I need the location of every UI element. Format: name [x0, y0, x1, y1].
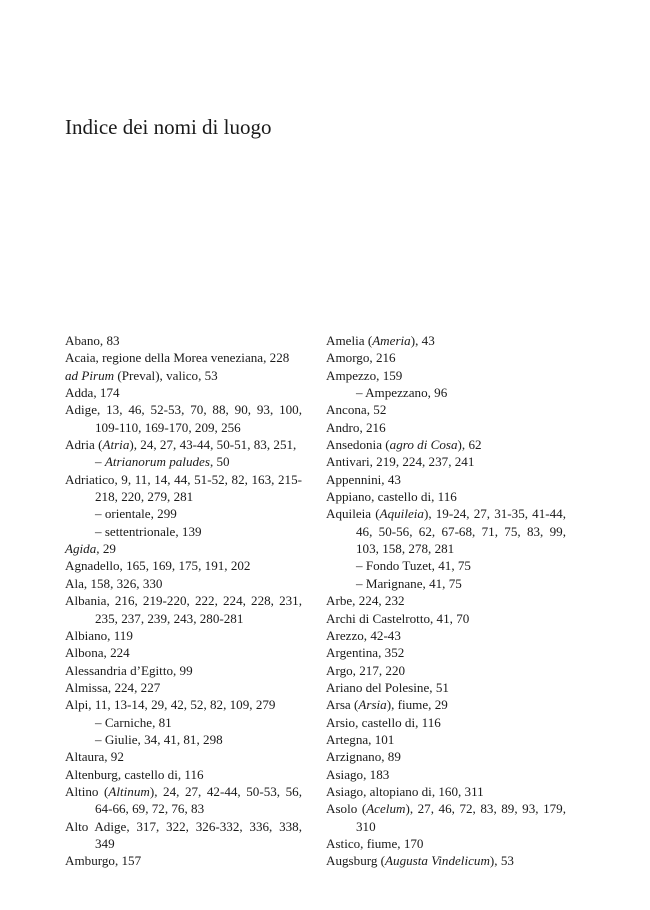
index-entry [65, 679, 302, 696]
index-entry [65, 748, 302, 765]
entry-text: Acelum [366, 801, 406, 817]
index-entry [326, 401, 566, 418]
entry-text: Astico, fiume, 170 [326, 835, 424, 851]
index-subentry [65, 731, 302, 748]
entry-text: Amburgo, 157 [65, 853, 142, 869]
index-subentry [326, 557, 566, 574]
index-entry [326, 488, 566, 505]
entry-text: Adria ( [65, 437, 103, 453]
index-entry [326, 662, 566, 679]
index-subentry [326, 384, 566, 401]
entry-text: – Marignane, 41, 75 [356, 575, 462, 591]
index-subentry [65, 505, 302, 522]
entry-text: Arzignano, 89 [326, 749, 401, 765]
entry-text: – Fondo Tuzet, 41, 75 [356, 558, 471, 574]
index-subentry [326, 575, 566, 592]
index-entry [65, 332, 302, 349]
entry-text: Altaura, 92 [65, 749, 124, 765]
entry-text: Abano, 83 [65, 333, 120, 348]
entry-text: – orientale, 299 [95, 506, 177, 522]
index-entry [65, 436, 302, 453]
entry-text: Ampezzo, 159 [326, 367, 403, 383]
index-entry [326, 714, 566, 731]
entry-text: – Giulie, 34, 41, 81, 298 [95, 731, 223, 747]
entry-text: Almissa, 224, 227 [65, 679, 161, 695]
index-entry [65, 471, 302, 506]
index-entry [65, 575, 302, 592]
entry-text: Augusta Vindelicum [385, 853, 490, 869]
entry-text: – settentrionale, 139 [95, 523, 202, 539]
index-entry [326, 731, 566, 748]
entry-text: Amelia ( [326, 333, 373, 348]
entry-text: Atrianorum paludes [104, 454, 210, 470]
entry-text: agro di Cosa [389, 437, 458, 453]
entry-text: Asiago, altopiano di, 160, 311 [326, 783, 484, 799]
entry-text: Alessandria d’Egitto, 99 [65, 662, 193, 678]
entry-text: Atria [102, 437, 130, 453]
index-entry [65, 696, 302, 713]
entry-text: ), 53 [489, 853, 514, 869]
entry-text: Agnadello, 165, 169, 175, 191, 202 [65, 558, 251, 574]
entry-text: – [95, 454, 105, 470]
index-entry [326, 766, 566, 783]
entry-text: Argo, 217, 220 [326, 662, 406, 678]
entry-text: Artegna, 101 [326, 731, 395, 747]
index-entry [326, 852, 566, 869]
index-entry [65, 557, 302, 574]
entry-text: Argentina, 352 [326, 645, 405, 661]
entry-text: – Carniche, 81 [95, 714, 172, 730]
entry-text: Adige, 13, 46, 52-53, 70, 88, 90, 93, 100, 109-110, 169-170, 209, 256 [65, 402, 302, 435]
entry-text: Appiano, castello di, 116 [326, 489, 457, 505]
entry-text: Arsa ( [326, 697, 359, 713]
entry-text: Asiago, 183 [326, 766, 390, 782]
entry-text: Aquileia [379, 506, 424, 522]
index-subentry [65, 523, 302, 540]
index-entry [326, 800, 566, 835]
entry-text: ), 43 [410, 333, 435, 348]
entry-text: ), 24, 27, 42-44, 50-53, 56, 64-66, 69, 72, 76, 83 [95, 783, 302, 817]
index-entry [326, 835, 566, 852]
index-entry [326, 592, 566, 609]
index-entry [65, 349, 302, 366]
index-entry [326, 453, 566, 470]
entry-text: Amorgo, 216 [326, 350, 396, 366]
entry-text: Appennini, 43 [326, 471, 401, 487]
index-entry [326, 627, 566, 644]
entry-text: Antivari, 219, 224, 237, 241 [326, 454, 475, 470]
index-entry [65, 540, 302, 557]
index-entry [65, 852, 302, 869]
entry-text: Alpi, 11, 13-14, 29, 42, 52, 82, 109, 279 [65, 697, 276, 713]
index-entry [65, 627, 302, 644]
entry-text: Altenburg, castello di, 116 [65, 766, 204, 782]
entry-text: Albona, 224 [65, 645, 130, 661]
entry-text: ), 19-24, 27, 31-35, 41-44, 46, 50-56, 62, 67-68, 71, 75, 83, 99, 103, 158, 278, 281 [356, 506, 566, 557]
entry-text: Arsio, castello di, 116 [326, 714, 441, 730]
entry-text: Andro, 216 [326, 419, 386, 435]
entry-text: ), 24, 27, 43-44, 50-51, 83, 251, [129, 437, 297, 453]
index-entry [326, 610, 566, 627]
index-subentry [65, 453, 302, 470]
entry-text: Adda, 174 [65, 385, 120, 401]
entry-text: ), 27, 46, 72, 83, 89, 93, 179, 310 [356, 801, 566, 834]
entry-text: Albiano, 119 [65, 627, 133, 643]
index-entry [65, 367, 302, 384]
index-entry [326, 783, 566, 800]
index-entry [65, 818, 302, 853]
entry-text: Archi di Castelrotto, 41, 70 [326, 610, 470, 626]
entry-text: Ameria [372, 333, 411, 348]
entry-text: Adriatico, 9, 11, 14, 44, 51-52, 82, 163, 215-218, 220, 279, 281 [65, 471, 302, 505]
index-entry [326, 748, 566, 765]
entry-text: Albania, 216, 219-220, 222, 224, 228, 231, 235, 237, 239, 243, 280-281 [65, 593, 302, 626]
entry-text: Arsia [358, 697, 387, 713]
index-entry [326, 505, 566, 557]
page-title: Indice dei nomi di luogo [65, 115, 272, 139]
entry-text: , 50 [209, 454, 230, 470]
entry-text: Ancona, 52 [326, 402, 387, 418]
index-entry [65, 384, 302, 401]
entry-text: Ariano del Polesine, 51 [326, 679, 449, 695]
index-entry [326, 644, 566, 661]
index-entry [326, 471, 566, 488]
entry-text: ), fiume, 29 [386, 697, 448, 713]
index-entry [65, 766, 302, 783]
entry-text: Alto Adige, 317, 322, 326-332, 336, 338, 349 [65, 818, 302, 851]
entry-text: ad Pirum [65, 367, 115, 383]
entry-text: Aquileia ( [326, 506, 380, 522]
entry-text: Augsburg ( [326, 853, 386, 869]
entry-text: Agida [65, 541, 97, 557]
entry-text: , 29 [96, 541, 116, 557]
entry-text: ), 62 [457, 437, 482, 453]
index-column-left [65, 332, 302, 870]
entry-text: Arbe, 224, 232 [326, 593, 405, 609]
entry-text: Arezzo, 42-43 [326, 627, 401, 643]
entry-text: – Ampezzano, 96 [356, 385, 448, 401]
entry-text: Asolo ( [326, 801, 367, 817]
entry-text: Ansedonia ( [326, 437, 390, 453]
index-subentry [65, 714, 302, 731]
entry-text: Ala, 158, 326, 330 [65, 575, 163, 591]
index-entry [326, 696, 566, 713]
index-entry [65, 644, 302, 661]
index-entry [326, 419, 566, 436]
index-entry [326, 679, 566, 696]
index-entry [65, 592, 302, 627]
index-entry [65, 662, 302, 679]
index-entry [326, 349, 566, 366]
entry-text: Acaia, regione della Morea veneziana, 228 [65, 350, 290, 366]
index-entry [326, 332, 566, 349]
entry-text: Altino ( [65, 783, 109, 799]
index-entry [326, 436, 566, 453]
entry-text: Altinum [108, 783, 150, 799]
index-entry [65, 783, 302, 818]
entry-text: (Preval), valico, 53 [114, 367, 218, 383]
index-entry [65, 401, 302, 436]
index-column-right [326, 332, 566, 870]
index-entry [326, 367, 566, 384]
